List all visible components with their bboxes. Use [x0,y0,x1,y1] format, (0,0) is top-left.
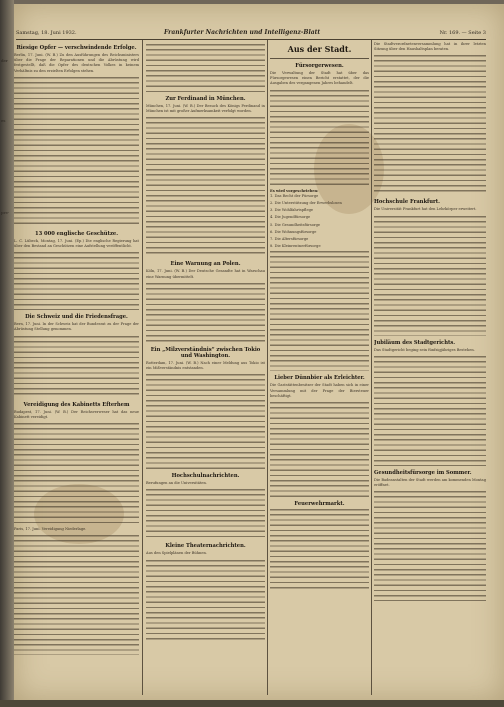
list-item: 7. Die Altersfürsorge [270,237,309,242]
text-block [374,216,486,336]
article-headline: 13 000 englische Geschütze. [34,230,119,237]
article-text: Die Verwaltung der Stadt hat über das Fürsorgewesen einen Bericht erstattet, der die Ausgaben des vergangenen Jahres behandelt. [270,71,369,86]
article-headline: Kleine Theaternachrichten. [165,543,246,550]
list-item: 1. Das Recht der Fürsorge [270,193,319,198]
article-text: Die Stadtverordnetenversammlung hat in ihrer letzten Sitzung über den Haushaltsplan beraten. [374,42,486,52]
text-block [14,77,139,227]
text-block [374,55,486,195]
article-headline: Die Schweiz und die Friedensfrage. [25,314,128,321]
article-headline: Riesige Opfer — verschwindende Erfolge. [16,45,137,51]
article-text: Die Badeanstalten der Stadt werden am kommenden Montag eröffnet. [374,477,486,488]
text-block [270,402,369,497]
list-item: 4. Die Jugendfürsorge [270,215,311,220]
column-rule [371,40,372,695]
article-text: Paris, 17. Juni. Vereidigung Niederlage. [14,527,87,532]
text-block [374,491,486,601]
column-rule [267,40,268,695]
text-block [146,44,265,92]
margin-fragment: der [1,58,8,63]
article-headline: Jubiläum des Stadtgerichts. [374,339,456,346]
article-headline: Zur Ferdinand in München. [165,96,246,102]
article-headline: Lieber Dünnbier als Erleichter. [274,375,365,382]
margin-fragment: es [1,118,6,123]
text-block [270,509,369,589]
article-headline: Hochschule Frankfurt. [374,199,440,206]
column-rule [142,40,143,695]
article-text: Bern, 17. Juni. In der Schweiz hat der Bundesrat zu der Frage der Abrüstung Stellung genommen. [14,322,139,332]
list-item: 5. Die Gesundheitsfürsorge [270,222,321,227]
column-2 [146,42,265,692]
list-item: 3. Die Wohlfahrtspflege [270,208,313,213]
article-text: München, 17. Juni. (W. B.) Der Besuch des Königs Ferdinand in München ist mit großer Aufmerksamkeit verfolgt worden. [146,104,265,114]
column-3 [270,42,369,692]
issue-date: Samstag, 18. Juni 1932. [16,30,77,36]
article-text: Aus den Spielplänen der Bühnen. [146,551,207,556]
article-headline: Ein „Milzverständnis“ zwischen Tokio und Washington. [150,346,261,359]
section-headline: Aus der Stadt. [287,44,352,54]
article-headline: Hochschulnachrichten. [171,473,240,480]
scan-bottom-edge [0,700,504,707]
article-headline: Gesundheitsfürsorge im Sommer. [374,469,472,476]
article-headline: Eine Warnung an Polen. [170,261,241,268]
article-text: Berufungen an die Universitäten. [146,481,207,486]
text-block [270,251,369,371]
article-headline: Fürsorgerwesen. [295,63,344,69]
numbered-list [270,194,369,250]
article-text: Köln, 17. Juni. (W. B.) Der Deutsche Gesandte hat in Warschau eine Warnung übermittelt. [146,269,265,279]
newspaper-title: Frankfurter Nachrichten und Intelligenz-Blatt [164,29,321,36]
text-block [146,489,265,539]
article-text: Die Gaststättenbesitzer der Stadt haben sich in einer Versammlung mit der Frage der Biersteuer beschäftigt. [270,383,369,398]
column-4 [374,42,486,692]
text-block [374,356,486,466]
article-text: Budapest, 17. Juni. (W. B.) Der Reichsverweser hat das neue Kabinett vereidigt. [14,409,139,419]
margin-fragment: pre- [1,210,10,215]
text-block [14,423,139,523]
text-block [146,560,265,640]
article-text: Das Stadtgericht beging sein fünfzigjähriges Bestehen. [374,347,475,352]
page-header [16,29,486,40]
article-headline: Vereidigung des Kabinetts Efterhem [23,401,130,408]
text-block [14,535,139,655]
list-title: Es wird vorgeschrieben: [270,188,319,193]
list-item: 6. Die Wohnungsfürsorge [270,229,317,234]
column-1 [14,42,139,692]
text-block [270,90,369,185]
text-block [146,374,265,469]
article-text: Die Universität Frankfurt hat den Lehrkörper erweitert. [374,207,477,212]
page-number: Nr. 169. — Seite 3 [439,30,486,36]
list-item: 2. Die Unterstützung der Erwerbslosen [270,201,342,206]
text-block [14,336,139,398]
text-block [14,252,139,310]
text-block [146,283,265,343]
article-text: Berlin, 17. Juni. (W. B.) Zu den Ausführungen des Reichsministers über die Frage der Reparationen und die Abrüstung wird festgestellt, daß die Opfer des deutschen Volkes in keinem Verhältnis zu den erzielten Erfolgen stehen. [14,53,139,73]
article-headline: Feuerwehrmarkt. [294,501,345,508]
adjacent-page-edge [0,0,14,707]
text-block [146,117,265,257]
list-item: 8. Die Kleinrentnerfürsorge [270,244,321,249]
article-text: L. C. Lübeck, Montag, 17. Juni. (Ep.) Die englische Regierung hat über den Bestand an Geschützen eine Aufstellung veröffentlicht. [14,238,139,249]
section-divider [270,58,369,59]
article-text: Rotterdam, 17. Juni. (W. B.) Nach einer Meldung aus Tokio ist ein Mißverständnis entstanden. [146,360,265,371]
